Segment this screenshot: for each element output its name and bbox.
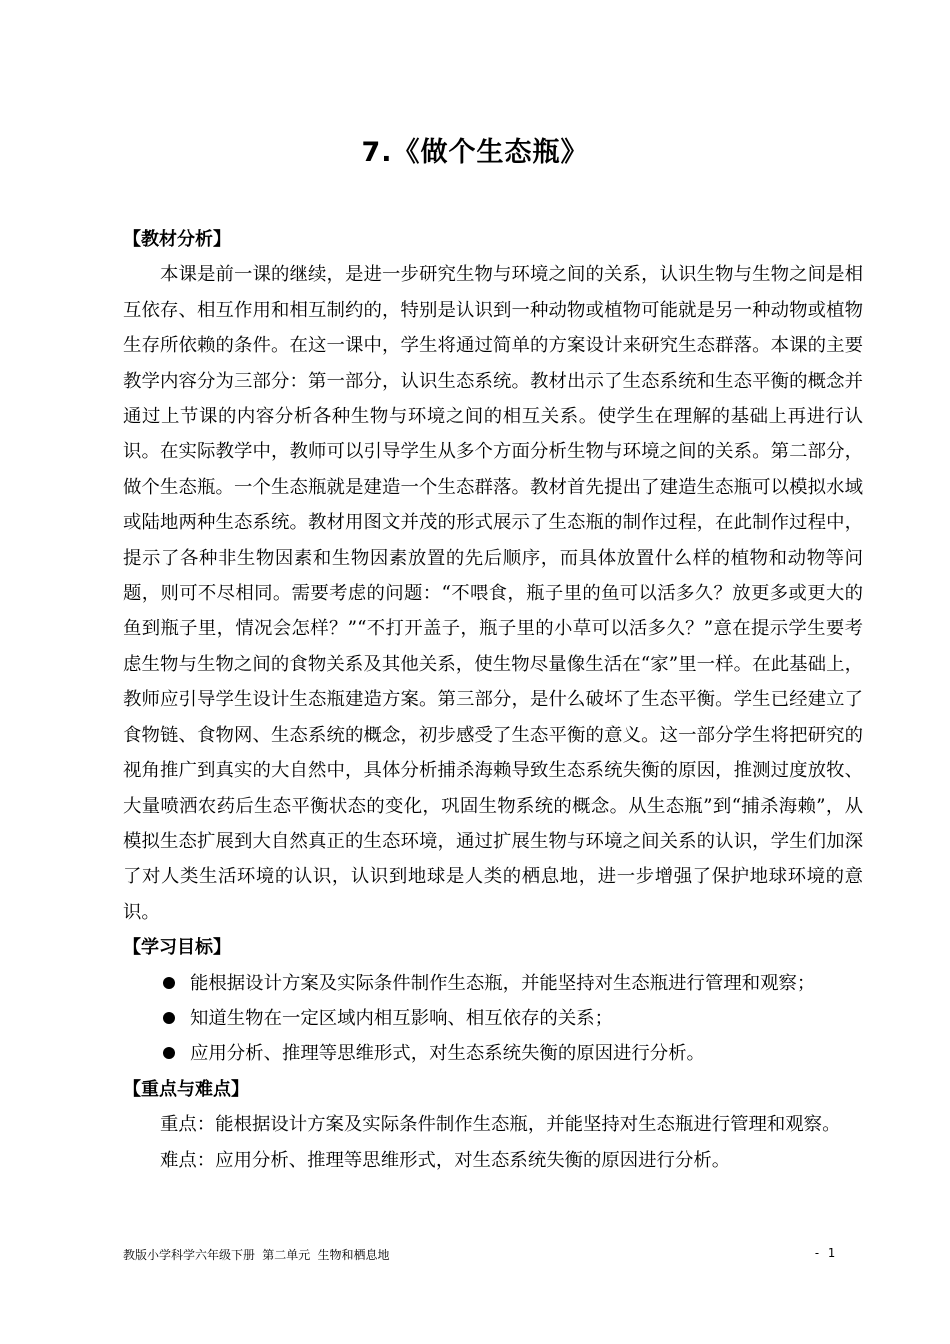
- section-analysis: [123, 222, 863, 930]
- list-item: [123, 966, 863, 1001]
- analysis-paragraph: 本课是前一课的继续，是进一步研究生物与环境之间的关系，认识生物与生物之间是相互依存、相互作用和相互制约的，特别是认识到一种动物或植物可能就是另一种动物或植物生存所依赖的条件。在这一课中，学生将通过简单的方案设计来研究生态群落。本课的主要教学内容分为三部分：第一部分，认识生态系统。教材出示了生态系统和生态平衡的概念并通过上节课的内容分析各种生物与环境之间的相互关系。使学生在理解的基础上再进行认识。在实际教学中，教师可以引导学生从多个方面分析生物与环境之间的关系。第二部分，做个生态瓶。一个生态瓶就是建造一个生态群落。教材首先提出了建造生态瓶可以模拟水域或陆地两种生态系统。教材用图文并茂的形式展示了生态瓶的制作过程，在此制作过程中，提示了各种非生物因素和生物因素放置的先后顺序，而具体放置什么样的植物和动物等问题，则可不尽相同。需要考虑的问题：“不喂食，瓶子里的鱼可以活多久？放更多或更大的鱼到瓶子里，情况会怎样？”“不打开盖子，瓶子里的小草可以活多久？”意在提示学生要考虑生物与生物之间的食物关系及其他关系，使生物尽量像生活在“家”里一样。在此基础上，教师应引导学生设计生态瓶建造方案。第三部分，是什么破坏了生态平衡。学生已经建立了食物链、食物网、生态系统的概念，初步感受了生态平衡的意义。这一部分学生将把研究的视角推广到真实的大自然中，具体分析捕杀海赖导致生态系统失衡的原因，推测过度放牧、大量喷洒农药后生态平衡状态的变化，巩固生物系统的概念。从生态瓶”到“捕杀海赖”，从模拟生态扩展到大自然真正的生态环境，通过扩展生物与环境之间关系的认识，学生们加深了对人类生活环境的认识，认识到地球是人类的栖息地，进一步增强了保护地球环境的意识。: [123, 264, 863, 923]
- section-heading-objectives: 【学习目标】: [123, 937, 231, 959]
- page-footer: [123, 1246, 835, 1263]
- page-title: 7.《做个生态瓶》: [361, 137, 589, 168]
- difficulty-line: 难点：应用分析、推理等思维形式，对生态系统失衡的原因进行分析。: [160, 1149, 731, 1171]
- bullet-icon: [163, 977, 175, 989]
- section-key-points: [123, 1072, 863, 1178]
- bullet-icon: [163, 1012, 175, 1024]
- objective-text: 知道生物在一定区域内相互影响、相互依存的关系；: [190, 1007, 613, 1029]
- footer-source: 教版小学科学六年级下册 第二单元 生物和栖息地: [123, 1248, 390, 1262]
- section-heading-key-points: 【重点与难点】: [123, 1078, 249, 1100]
- objective-text: 应用分析、推理等思维形式，对生态系统失衡的原因进行分析。: [190, 1043, 705, 1065]
- section-objectives: [123, 930, 863, 1072]
- document-body: [123, 222, 863, 1178]
- focus-line: 重点：能根据设计方案及实际条件制作生态瓶，并能坚持对生态瓶进行管理和观察。: [160, 1114, 841, 1136]
- list-item: [123, 1001, 863, 1036]
- objective-text: 能根据设计方案及实际条件制作生态瓶，并能坚持对生态瓶进行管理和观察；: [190, 972, 816, 994]
- page-number: - 1: [813, 1246, 835, 1260]
- bullet-icon: [163, 1047, 175, 1059]
- section-heading-analysis: 【教材分析】: [123, 229, 231, 250]
- objectives-list: [123, 966, 863, 1072]
- list-item: [123, 1036, 863, 1071]
